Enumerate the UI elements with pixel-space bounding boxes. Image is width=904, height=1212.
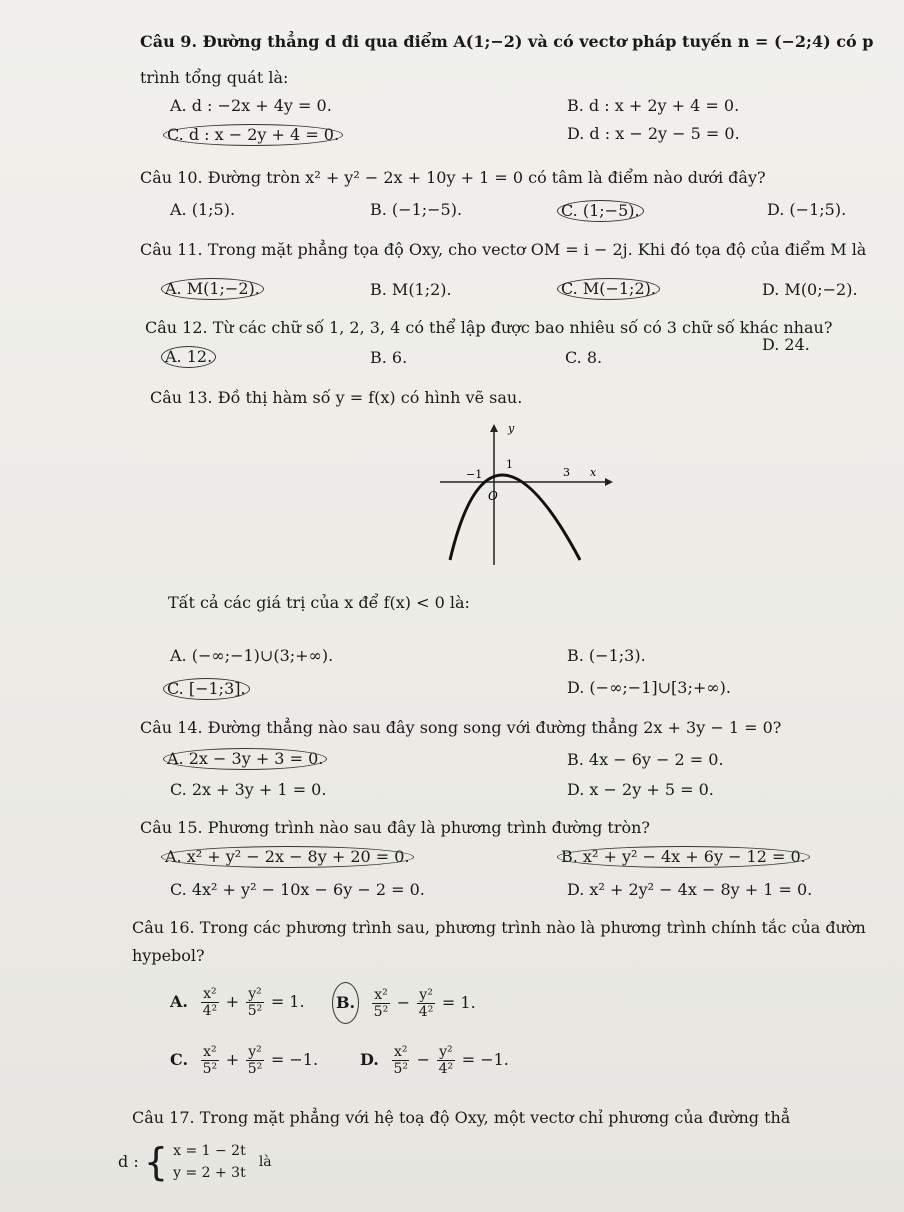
numerator: x² <box>393 1044 408 1060</box>
operator: + <box>225 992 240 1011</box>
q13-option-d[interactable]: D. (−∞;−1]∪[3;+∞). <box>567 678 731 697</box>
fraction <box>246 986 264 1019</box>
denominator: 5² <box>393 1061 408 1077</box>
equals: = 1. <box>441 993 476 1012</box>
fraction <box>201 986 219 1019</box>
q16-c-label: C. <box>170 1050 189 1069</box>
q11-option-a[interactable] <box>164 278 264 300</box>
fraction <box>201 1044 219 1077</box>
equals: = −1. <box>270 1050 319 1069</box>
q15-option-d[interactable]: D. x² + 2y² − 4x − 8y + 1 = 0. <box>567 880 813 899</box>
q15-option-c[interactable]: C. 4x² + y² − 10x − 6y − 2 = 0. <box>170 880 425 899</box>
q15-option-b[interactable] <box>560 846 810 868</box>
q14-stem: Câu 14. Đường thẳng nào sau đây song song với đường thẳng 2x + 3y − 1 = 0? <box>140 718 782 737</box>
numerator: y² <box>419 987 433 1003</box>
q10-option-b[interactable]: B. (−1;−5). <box>370 200 463 219</box>
q14-option-c[interactable]: C. 2x + 3y + 1 = 0. <box>170 780 327 799</box>
q14-option-a-text: A. 2x − 3y + 3 = 0. <box>163 748 327 770</box>
x-axis-arrow <box>605 478 613 486</box>
q9-option-a[interactable]: A. d : −2x + 4y = 0. <box>170 96 332 115</box>
denominator: 4² <box>418 1004 434 1020</box>
q11-option-a-text: A. M(1;−2). <box>161 278 264 300</box>
numerator: x² <box>374 987 388 1003</box>
tick-label-1: 1 <box>506 458 513 471</box>
q10-option-c-text: C. (1;−5). <box>557 200 644 222</box>
q14-option-a[interactable] <box>166 748 327 770</box>
equals: = 1. <box>270 992 305 1011</box>
parabola-curve <box>450 475 580 560</box>
q16-b-label: B. <box>332 982 359 1024</box>
q10-option-d[interactable]: D. (−1;5). <box>767 200 847 219</box>
denominator: 5² <box>247 1061 263 1077</box>
q16-option-d[interactable] <box>360 1040 509 1080</box>
fraction <box>437 1044 455 1077</box>
q15-option-a[interactable] <box>164 846 414 868</box>
equals: = −1. <box>461 1050 509 1069</box>
q12-option-a-text: A. 12. <box>161 346 216 368</box>
q11-option-d[interactable]: D. M(0;−2). <box>762 280 858 299</box>
q17-eq-y: y = 2 + 3t <box>173 1165 246 1181</box>
q17-equations <box>173 1140 246 1184</box>
denominator: 5² <box>373 1004 389 1020</box>
operator: − <box>396 993 411 1012</box>
q13-sub: Tất cả các giá trị của x để f(x) < 0 là: <box>168 593 470 612</box>
q11-option-c-text: C. M(−1;2). <box>557 278 660 300</box>
q12-stem: Câu 12. Từ các chữ số 1, 2, 3, 4 có thể lập được bao nhiêu số có 3 chữ số khác nhau? <box>145 318 833 337</box>
q16-option-b[interactable] <box>335 982 476 1024</box>
denominator: 4² <box>438 1061 454 1077</box>
q9-option-d[interactable]: D. d : x − 2y − 5 = 0. <box>567 124 740 143</box>
tick-label-3: 3 <box>563 466 570 479</box>
q9-stem-cont: trình tổng quát là: <box>140 68 289 87</box>
q16-d-label: D. <box>360 1050 379 1069</box>
q10-stem: Câu 10. Đường tròn x² + y² − 2x + 10y + 1 = 0 có tâm là điểm nào dưới đây? <box>140 168 766 187</box>
origin-label: O <box>488 489 498 503</box>
fraction <box>417 987 435 1020</box>
x-axis-label: x <box>590 466 597 479</box>
q16-option-c[interactable] <box>170 1040 318 1080</box>
q12-option-c[interactable]: C. 8. <box>565 348 603 367</box>
q16-a-label: A. <box>170 992 188 1011</box>
numerator: x² <box>203 1044 217 1060</box>
q14-option-b[interactable]: B. 4x − 6y − 2 = 0. <box>567 750 724 769</box>
q17-stem: Câu 17. Trong mặt phẳng với hệ toạ độ Oxy, một vectơ chỉ phương của đường thẳ <box>132 1108 791 1127</box>
q17-parametric-system <box>118 1140 272 1196</box>
denominator: 4² <box>202 1003 218 1019</box>
y-axis-arrow <box>490 424 498 432</box>
q11-option-b[interactable]: B. M(1;2). <box>370 280 452 299</box>
q11-option-c[interactable] <box>560 278 660 300</box>
q13-stem: Câu 13. Đồ thị hàm số y = f(x) có hình vẽ sau. <box>150 388 523 407</box>
operator: + <box>225 1050 240 1069</box>
numerator: y² <box>439 1044 453 1060</box>
q9-option-b[interactable]: B. d : x + 2y + 4 = 0. <box>567 96 740 115</box>
q16-stem-cont: hypebol? <box>132 946 205 965</box>
q13-option-b[interactable]: B. (−1;3). <box>567 646 646 665</box>
q17-eq-x: x = 1 − 2t <box>173 1143 246 1159</box>
q9-option-c-text: C. d : x − 2y + 4 = 0. <box>163 124 343 146</box>
q13-option-c[interactable] <box>166 678 250 700</box>
numerator: x² <box>203 986 217 1002</box>
q13-parabola-graph <box>430 420 620 570</box>
brace-symbol: { <box>143 1140 168 1184</box>
tick-label-neg1: −1 <box>466 468 483 481</box>
q12-option-b[interactable]: B. 6. <box>370 348 408 367</box>
q13-option-a[interactable]: A. (−∞;−1)∪(3;+∞). <box>170 646 334 665</box>
numerator: y² <box>248 1044 262 1060</box>
q12-option-d[interactable]: D. 24. <box>762 335 810 354</box>
q9-stem: Câu 9. Đường thẳng d đi qua điểm A(1;−2) và có vectơ pháp tuyến n = (−2;4) có p <box>140 32 874 51</box>
fraction <box>392 1044 410 1077</box>
q12-option-a[interactable] <box>164 346 216 368</box>
q14-option-d[interactable]: D. x − 2y + 5 = 0. <box>567 780 714 799</box>
q15-stem: Câu 15. Phương trình nào sau đây là phương trình đường tròn? <box>140 818 650 837</box>
q17-d-label: d : <box>118 1152 139 1171</box>
fraction <box>372 987 390 1020</box>
q11-stem: Câu 11. Trong mặt phẳng tọa độ Oxy, cho vectơ OM = i − 2j. Khi đó tọa độ của điểm M là <box>140 240 867 259</box>
q16-stem: Câu 16. Trong các phương trình sau, phương trình nào là phương trình chính tắc của đườn <box>132 918 866 937</box>
q9-option-c[interactable] <box>166 124 343 146</box>
operator: − <box>416 1050 430 1069</box>
q16-option-a[interactable] <box>170 982 305 1022</box>
numerator: y² <box>248 986 262 1002</box>
q13-option-c-text: C. [−1;3]. <box>163 678 250 700</box>
q10-option-a[interactable]: A. (1;5). <box>170 200 236 219</box>
denominator: 5² <box>247 1003 263 1019</box>
y-axis-label: y <box>508 422 515 435</box>
q15-option-b-text: B. x² + y² − 4x + 6y − 12 = 0. <box>557 846 810 868</box>
fraction <box>246 1044 264 1077</box>
q15-option-a-text: A. x² + y² − 2x − 8y + 20 = 0. <box>161 846 414 868</box>
q10-option-c[interactable] <box>560 200 644 222</box>
q17-la: là <box>258 1154 272 1170</box>
denominator: 5² <box>202 1061 218 1077</box>
